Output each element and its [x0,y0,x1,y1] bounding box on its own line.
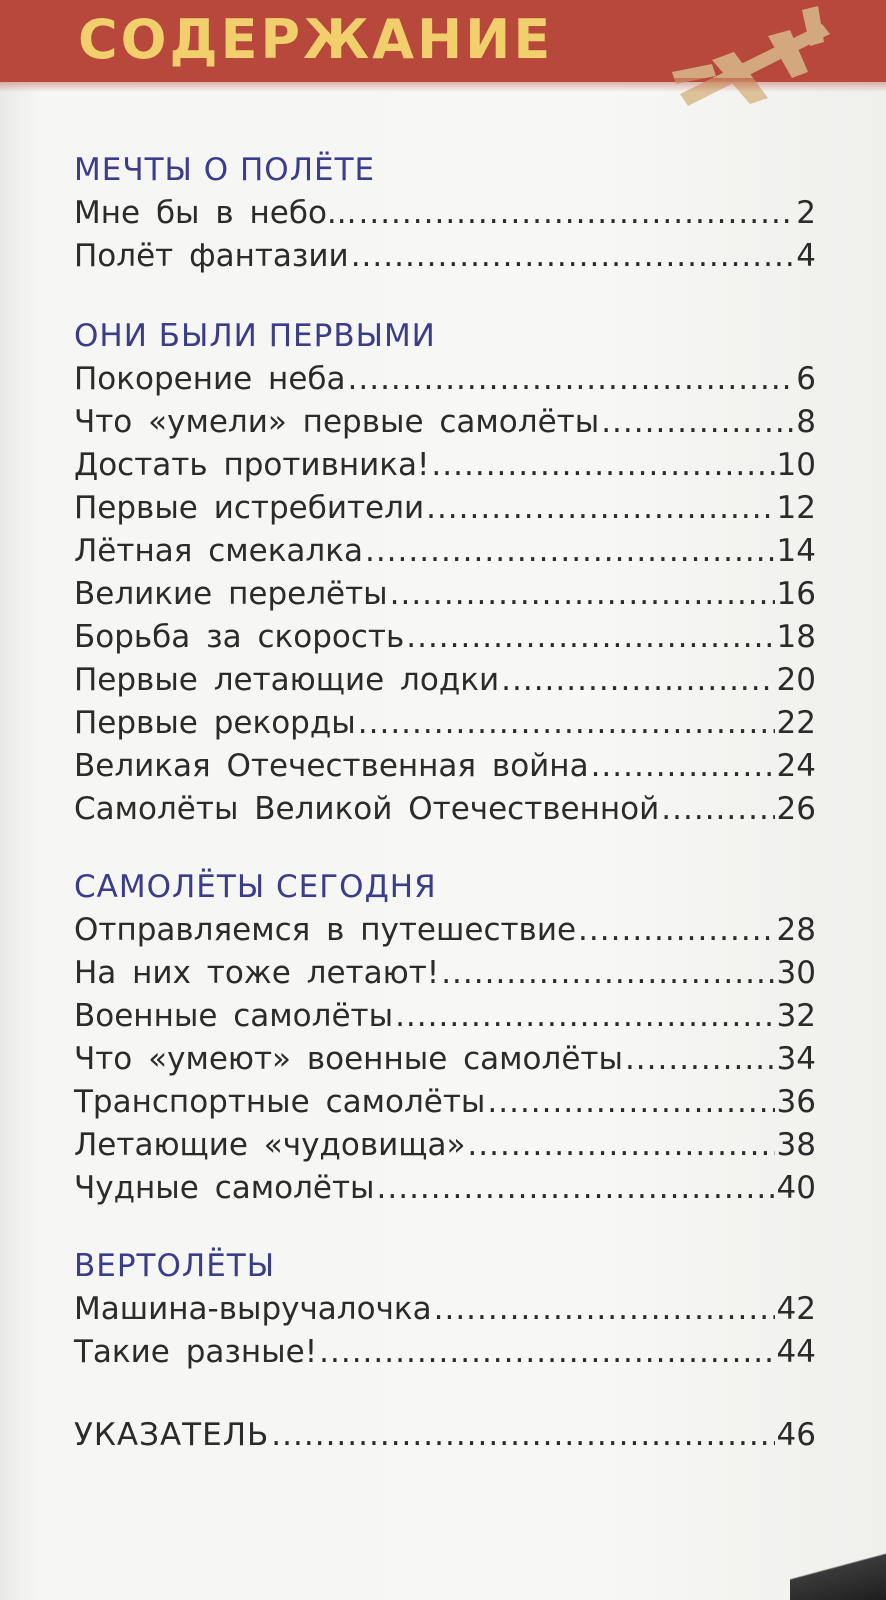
dot-leader [591,745,775,788]
section-gap [74,831,816,867]
toc-entry[interactable] [74,788,816,831]
entry-title: Мне бы в небо... [74,195,357,231]
entry-title: Чудные самолёты [74,1170,375,1206]
toc-entry[interactable] [74,235,816,278]
toc-entry[interactable] [74,995,816,1038]
dot-leader [441,952,774,995]
page-corner-shadow [790,1540,886,1600]
dot-leader [578,909,775,952]
toc-entry[interactable] [74,487,816,530]
toc-entry-index[interactable] [74,1414,816,1457]
section-they-were-first [74,316,816,831]
entry-page: 26 [776,791,816,827]
entry-title: Борьба за скорость [74,619,405,655]
toc-entry[interactable] [74,444,816,487]
dot-leader [426,487,774,530]
entry-title: Машина-выручалочка [74,1291,432,1327]
index-title: УКАЗАТЕЛЬ [74,1417,270,1453]
entry-page: 38 [776,1127,816,1163]
dot-leader [601,401,794,444]
dot-leader [434,1288,775,1331]
section-heading: САМОЛЁТЫ СЕГОДНЯ [74,869,437,905]
entry-page: 36 [776,1084,816,1120]
entry-title: Лётная смекалка [74,533,363,569]
section-planes-today [74,867,816,1210]
entry-title: Полёт фантазии [74,238,349,274]
table-of-contents [74,150,816,1457]
toc-entry[interactable] [74,192,816,235]
header-band [0,0,886,82]
entry-title: Покорение неба [74,361,346,397]
toc-entry[interactable] [74,1124,816,1167]
entry-title: Достать противника! [74,447,430,483]
section-gap [74,278,816,316]
dot-leader [467,1124,774,1167]
entry-title: Такие разные! [74,1334,318,1370]
entry-page: 28 [776,912,816,948]
entry-title: Самолёты Великой Отечественной [74,791,660,827]
section-heading: ОНИ БЫЛИ ПЕРВЫМИ [74,318,436,354]
toc-entry[interactable] [74,1331,816,1374]
section-dreams-of-flight [74,150,816,278]
entry-title: Первые рекорды [74,705,356,741]
dot-leader [351,235,795,278]
entry-page: 44 [776,1334,816,1370]
entry-title: Летающие «чудовища» [74,1127,466,1163]
section-gap [74,1374,816,1414]
entry-page: 42 [776,1291,816,1327]
dot-leader [348,358,795,401]
entry-page: 6 [796,361,816,397]
dot-leader [377,1167,775,1210]
toc-entry[interactable] [74,1288,816,1331]
entry-page: 12 [776,490,816,526]
dot-leader [501,659,774,702]
toc-entry[interactable] [74,401,816,444]
entry-page: 32 [776,998,816,1034]
section-heading: МЕЧТЫ О ПОЛЁТЕ [74,152,376,188]
entry-title: Что «умели» первые самолёты [74,404,600,440]
entry-page: 18 [776,619,816,655]
entry-title: Великие перелёты [74,576,388,612]
dot-leader [358,702,775,745]
airplane-stamp-icon [672,2,842,120]
entry-page: 40 [776,1170,816,1206]
entry-title: Великая Отечественная война [74,748,589,784]
dot-leader [271,1414,774,1457]
entry-page: 30 [776,955,816,991]
toc-entry[interactable] [74,573,816,616]
toc-entry[interactable] [74,530,816,573]
entry-page: 24 [776,748,816,784]
index-page: 46 [776,1417,816,1453]
dot-leader [319,1331,774,1374]
toc-entry[interactable] [74,952,816,995]
entry-page: 16 [776,576,816,612]
dot-leader [395,995,774,1038]
dot-leader [625,1038,775,1081]
toc-entry[interactable] [74,745,816,788]
section-gap [74,1210,816,1246]
section-helicopters [74,1246,816,1374]
entry-title: Первые истребители [74,490,425,526]
entry-page: 8 [796,404,816,440]
dot-leader [661,788,774,831]
entry-title: Транспортные самолёты [74,1084,486,1120]
toc-entry[interactable] [74,909,816,952]
toc-entry[interactable] [74,1081,816,1124]
page-title: СОДЕРЖАНИЕ [78,8,554,71]
entry-title: Военные самолёты [74,998,394,1034]
entry-title: Отправляемся в путешествие [74,912,577,948]
dot-leader [365,530,775,573]
entry-page: 34 [776,1041,816,1077]
section-heading: ВЕРТОЛЁТЫ [74,1248,276,1284]
toc-entry[interactable] [74,659,816,702]
entry-page: 14 [776,533,816,569]
toc-entry[interactable] [74,616,816,659]
entry-title: На них тоже летают! [74,955,440,991]
entry-title: Первые летающие лодки [74,662,500,698]
entry-page: 22 [776,705,816,741]
toc-entry[interactable] [74,358,816,401]
dot-leader [390,573,775,616]
dot-leader [359,192,795,235]
entry-page: 4 [796,238,816,274]
entry-page: 20 [776,662,816,698]
toc-entry[interactable] [74,702,816,745]
entry-page: 2 [796,195,816,231]
entry-page: 10 [776,447,816,483]
entry-title: Что «умеют» военные самолёты [74,1041,623,1077]
toc-entry[interactable] [74,1167,816,1210]
dot-leader [487,1081,774,1124]
dot-leader [406,616,774,659]
dot-leader [431,444,774,487]
toc-entry[interactable] [74,1038,816,1081]
